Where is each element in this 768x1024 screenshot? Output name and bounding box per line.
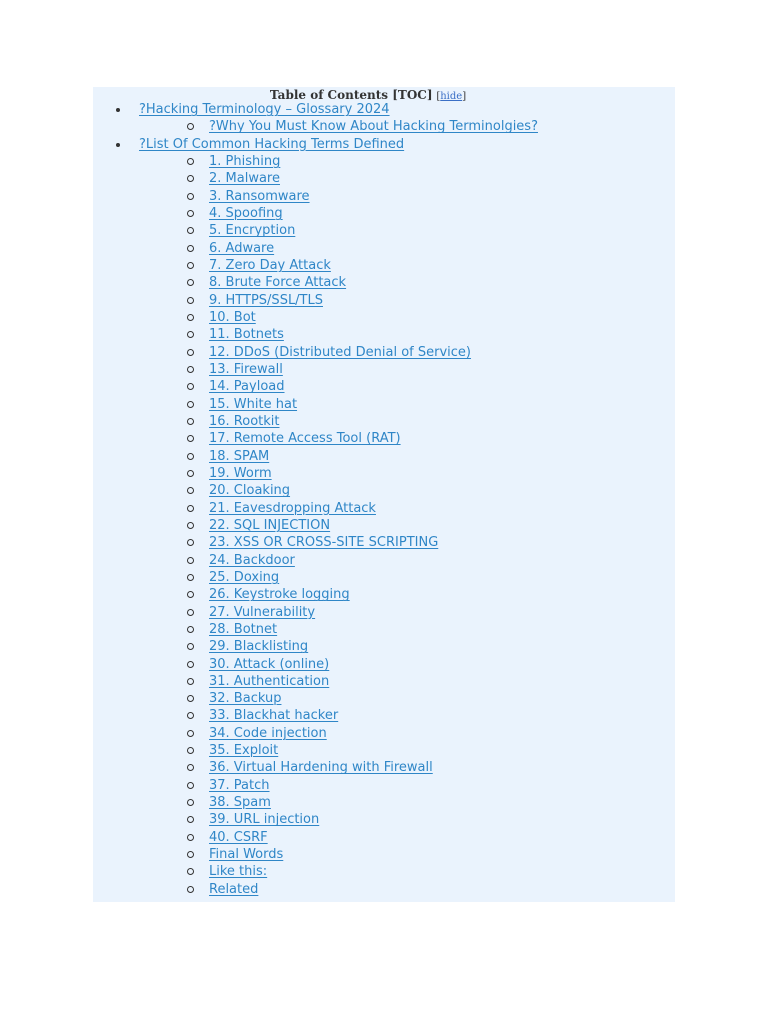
toc-item	[93, 794, 675, 811]
toc-link[interactable]: 28. Botnet	[209, 621, 278, 637]
toc-item	[93, 413, 675, 430]
disc-bullet-icon	[116, 101, 122, 118]
toc-heading: Table of Contents [TOC]	[269, 88, 433, 102]
toc-item	[93, 465, 675, 482]
toc-item	[93, 188, 675, 205]
toc-item	[93, 153, 675, 170]
toc-item	[93, 846, 675, 863]
toc-link[interactable]: 18. SPAM	[209, 448, 270, 464]
circle-bullet-icon	[187, 673, 195, 690]
toc-item	[93, 222, 675, 239]
toc-link[interactable]: 32. Backup	[209, 691, 282, 707]
toc-link[interactable]: Related	[209, 881, 259, 897]
toc-link[interactable]: 11. Botnets	[209, 327, 284, 343]
toc-item	[93, 309, 675, 326]
toc-link[interactable]: ?Why You Must Know About Hacking Terminolgies?	[209, 119, 538, 135]
circle-bullet-icon	[187, 188, 195, 205]
toc-link[interactable]: 34. Code injection	[209, 725, 327, 741]
toc-link[interactable]: 26. Keystroke logging	[209, 587, 350, 603]
toc-link[interactable]: 7. Zero Day Attack	[209, 257, 331, 273]
hide-bracket-open: [	[436, 91, 441, 102]
disc-bullet-icon	[116, 136, 122, 153]
toc-link[interactable]: 39. URL injection	[209, 812, 320, 828]
circle-bullet-icon	[187, 707, 195, 724]
toc-link[interactable]: 20. Cloaking	[209, 483, 291, 499]
circle-bullet-icon	[187, 361, 195, 378]
circle-bullet-icon	[187, 534, 195, 551]
toc-item	[93, 517, 675, 534]
circle-bullet-icon	[187, 604, 195, 621]
toc-item	[93, 378, 675, 395]
toc-item	[93, 621, 675, 638]
hide-bracket-close: ]	[462, 91, 467, 102]
toc-item	[93, 500, 675, 517]
toc-link[interactable]: 21. Eavesdropping Attack	[209, 500, 376, 516]
toc-link[interactable]: 22. SQL INJECTION	[209, 517, 331, 533]
toc-item	[93, 292, 675, 309]
circle-bullet-icon	[187, 621, 195, 638]
toc-link[interactable]: 36. Virtual Hardening with Firewall	[209, 760, 433, 776]
circle-bullet-icon	[187, 309, 195, 326]
circle-bullet-icon	[187, 118, 195, 135]
toc-link[interactable]: 10. Bot	[209, 309, 256, 325]
circle-bullet-icon	[187, 170, 195, 187]
toc-item	[93, 656, 675, 673]
toc-link[interactable]: 24. Backdoor	[209, 552, 295, 568]
toc-item	[93, 829, 675, 846]
toc-item	[93, 240, 675, 257]
toc-link[interactable]: 4. Spoofing	[209, 205, 283, 221]
circle-bullet-icon	[187, 344, 195, 361]
toc-item	[93, 569, 675, 586]
circle-bullet-icon	[187, 881, 195, 898]
toc-item	[93, 344, 675, 361]
circle-bullet-icon	[187, 482, 195, 499]
toc-item	[93, 725, 675, 742]
toc-link[interactable]: 19. Worm	[209, 465, 272, 481]
toc-link[interactable]: 9. HTTPS/SSL/TLS	[209, 292, 323, 308]
toc-link[interactable]: 40. CSRF	[209, 829, 268, 845]
toc-link[interactable]: ?Hacking Terminology – Glossary 2024	[139, 102, 390, 117]
toc-link[interactable]: Final Words	[209, 847, 284, 863]
circle-bullet-icon	[187, 759, 195, 776]
toc-link[interactable]: 5. Encryption	[209, 223, 296, 239]
toc-item	[93, 552, 675, 569]
circle-bullet-icon	[187, 430, 195, 447]
circle-bullet-icon	[187, 863, 195, 880]
toc-item	[93, 777, 675, 794]
toc-item	[93, 811, 675, 828]
circle-bullet-icon	[187, 656, 195, 673]
toc-item	[93, 604, 675, 621]
circle-bullet-icon	[187, 586, 195, 603]
circle-bullet-icon	[187, 725, 195, 742]
circle-bullet-icon	[187, 378, 195, 395]
circle-bullet-icon	[187, 465, 195, 482]
circle-bullet-icon	[187, 240, 195, 257]
toc-link[interactable]: 37. Patch	[209, 777, 270, 793]
toc-item	[93, 396, 675, 413]
circle-bullet-icon	[187, 274, 195, 291]
toc-link[interactable]: 17. Remote Access Tool (RAT)	[209, 431, 401, 447]
toc-link[interactable]: 2. Malware	[209, 171, 280, 187]
toc-link[interactable]: 1. Phishing	[209, 153, 281, 169]
circle-bullet-icon	[187, 552, 195, 569]
toc-link[interactable]: Like this:	[209, 864, 268, 880]
circle-bullet-icon	[187, 777, 195, 794]
toc-link[interactable]: 35. Exploit	[209, 743, 279, 759]
toc-item	[93, 586, 675, 603]
toc-item	[93, 101, 675, 118]
circle-bullet-icon	[187, 742, 195, 759]
circle-bullet-icon	[187, 222, 195, 239]
circle-bullet-icon	[187, 811, 195, 828]
toc-link[interactable]: 23. XSS OR CROSS-SITE SCRIPTING	[209, 535, 439, 551]
toc-item	[93, 170, 675, 187]
toc-list	[93, 101, 675, 898]
circle-bullet-icon	[187, 794, 195, 811]
toc-item	[93, 534, 675, 551]
circle-bullet-icon	[187, 517, 195, 534]
toc-link[interactable]: 15. White hat	[209, 396, 298, 412]
toc-link[interactable]: 12. DDoS (Distributed Denial of Service)	[209, 344, 472, 360]
toc-item	[93, 361, 675, 378]
toc-item	[93, 274, 675, 291]
circle-bullet-icon	[187, 500, 195, 517]
toc-link[interactable]: 38. Spam	[209, 795, 271, 811]
toc-item	[93, 707, 675, 724]
circle-bullet-icon	[187, 205, 195, 222]
toc-link[interactable]: 13. Firewall	[209, 361, 283, 377]
circle-bullet-icon	[187, 448, 195, 465]
circle-bullet-icon	[187, 257, 195, 274]
circle-bullet-icon	[187, 829, 195, 846]
table-of-contents	[93, 87, 675, 902]
toc-item	[93, 673, 675, 690]
toc-link[interactable]: 31. Authentication	[209, 673, 330, 689]
circle-bullet-icon	[187, 413, 195, 430]
toc-link[interactable]: 16. Rootkit	[209, 413, 280, 429]
toc-link[interactable]: 3. Ransomware	[209, 188, 310, 204]
toc-item	[93, 881, 675, 898]
toc-item	[93, 118, 675, 135]
toc-link[interactable]: 29. Blacklisting	[209, 639, 309, 655]
toc-link[interactable]: ?List Of Common Hacking Terms Defined	[139, 136, 405, 152]
toc-item	[93, 430, 675, 447]
toc-item	[93, 257, 675, 274]
toc-link[interactable]: 14. Payload	[209, 379, 285, 395]
circle-bullet-icon	[187, 153, 195, 170]
circle-bullet-icon	[187, 569, 195, 586]
toc-hide-link[interactable]: hide	[440, 91, 463, 102]
circle-bullet-icon	[187, 326, 195, 343]
toc-item	[93, 690, 675, 707]
toc-item	[93, 863, 675, 880]
toc-item	[93, 326, 675, 343]
toc-item	[93, 638, 675, 655]
toc-link[interactable]: 30. Attack (online)	[209, 656, 330, 672]
toc-link[interactable]: 6. Adware	[209, 240, 275, 256]
toc-item	[93, 742, 675, 759]
circle-bullet-icon	[187, 292, 195, 309]
toc-link[interactable]: 33. Blackhat hacker	[209, 708, 339, 724]
toc-item	[93, 482, 675, 499]
toc-link[interactable]: 8. Brute Force Attack	[209, 275, 347, 291]
circle-bullet-icon	[187, 846, 195, 863]
circle-bullet-icon	[187, 690, 195, 707]
toc-item	[93, 205, 675, 222]
toc-link[interactable]: 25. Doxing	[209, 569, 280, 585]
toc-link[interactable]: 27. Vulnerability	[209, 604, 316, 620]
circle-bullet-icon	[187, 396, 195, 413]
toc-item	[93, 759, 675, 776]
circle-bullet-icon	[187, 638, 195, 655]
toc-item	[93, 448, 675, 465]
toc-item	[93, 136, 675, 153]
